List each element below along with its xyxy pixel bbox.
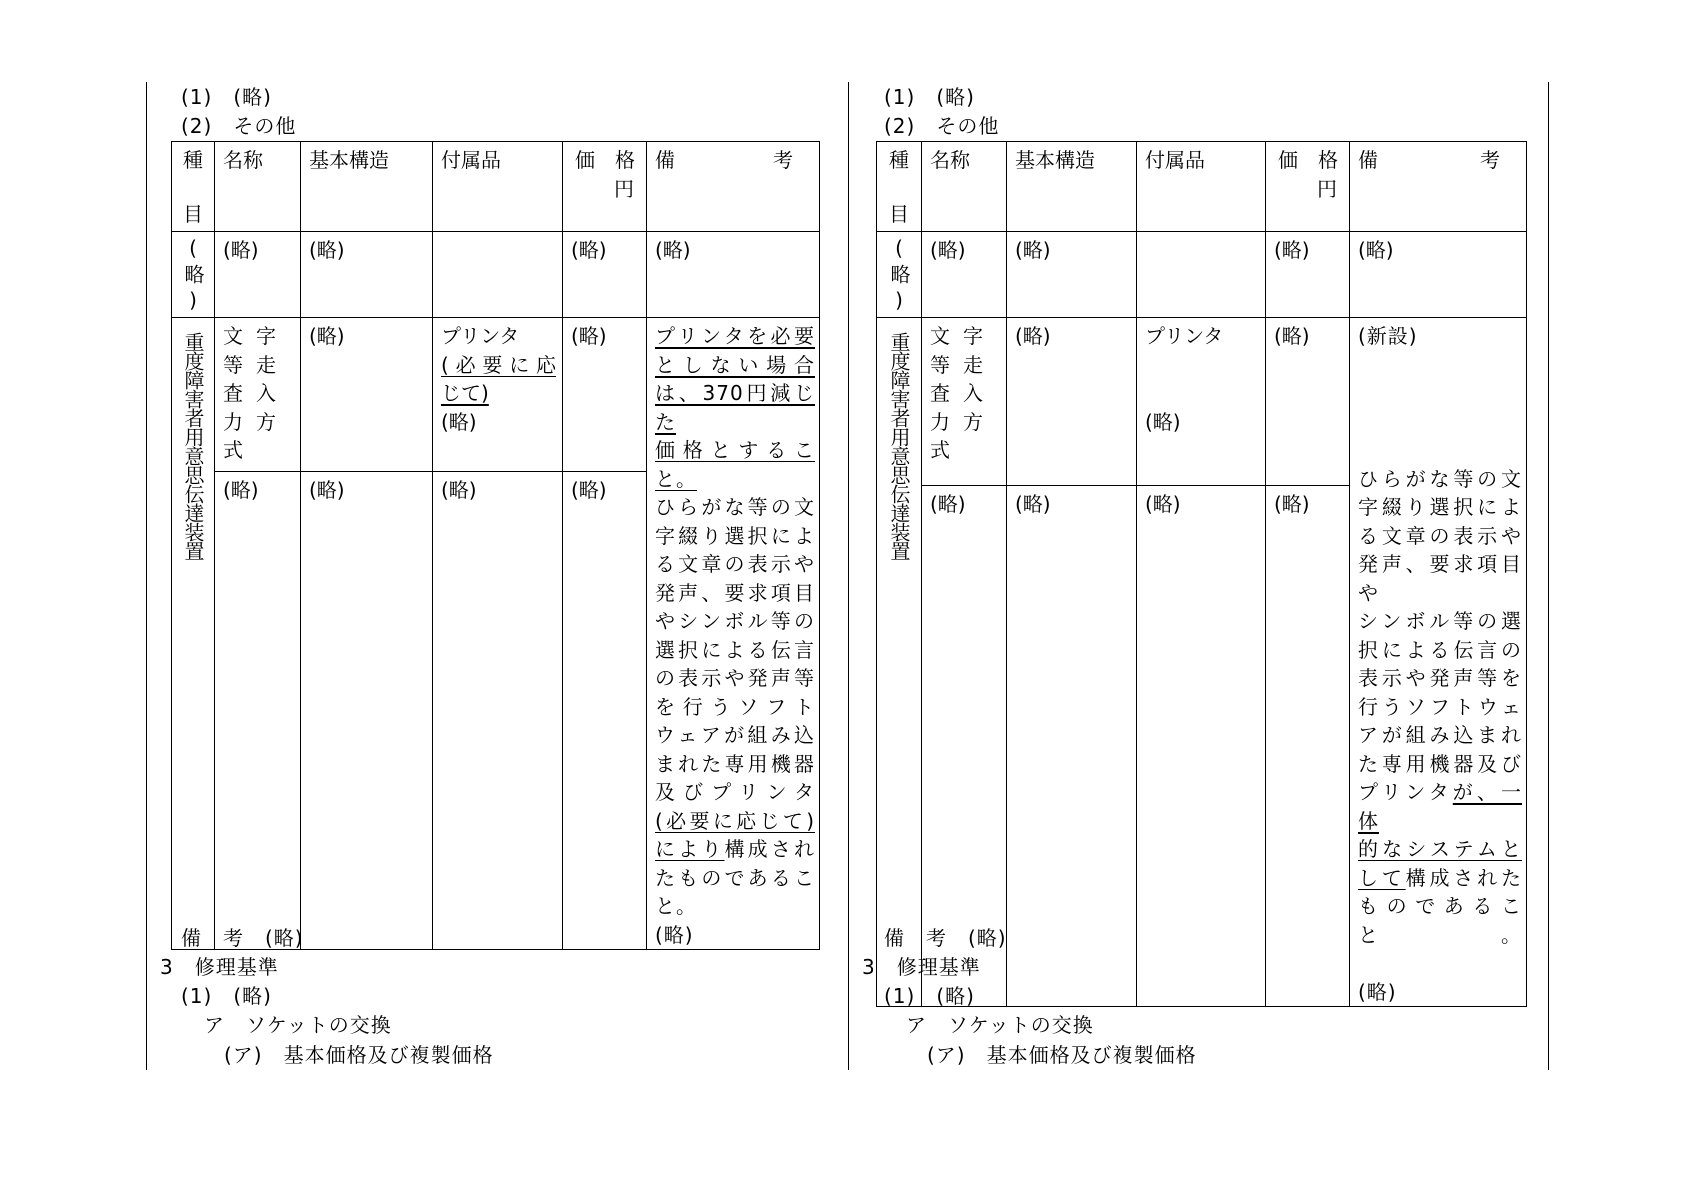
device-kind-text: 重度障害者用意思伝達装置 (887, 332, 911, 560)
device-kind-cell (877, 318, 922, 1007)
row-scan-structure: (略) (301, 318, 433, 472)
remarks-line: プリンタを必要 (655, 324, 815, 348)
header-structure: 基本構造 (301, 142, 433, 232)
header-kind-bottom: 目 (889, 201, 909, 226)
remarks-line: ひらがな等の文 (1358, 466, 1522, 491)
name-char-grid (930, 322, 996, 465)
row-omitted-name: (略) (922, 232, 1007, 318)
header-structure: 基本構造 (1007, 142, 1137, 232)
remarks-line: たものであるこ (655, 865, 815, 890)
remarks-line: シンボル等の選 (1358, 609, 1522, 633)
header-kind-top: 種 (183, 148, 203, 172)
header-kind (877, 142, 922, 232)
name-char: 査 (930, 381, 950, 405)
name-char: 字 (963, 324, 983, 348)
header-price-label: 価 格 (575, 148, 635, 172)
row-scan-price: (略) (563, 318, 647, 472)
remarks-line: る文章の表示や (1358, 523, 1522, 548)
row-omitted-structure: (略) (1007, 232, 1137, 318)
row-scan-price: (略) (1266, 318, 1350, 486)
device-kind-text: 重度障害者用意思伝達装置 (181, 332, 205, 560)
left-section-3-a-i: (ア) 基本価格及び複製価格 (224, 1043, 494, 1067)
left-heading-2: (2) その他 (181, 114, 297, 138)
row-other-accessories: (略) (1137, 485, 1266, 1006)
remarks-line: ものであること。 (1358, 894, 1522, 947)
name-char: 力 (223, 409, 243, 434)
header-price-unit: 円 (1317, 176, 1337, 201)
name-char: 走 (256, 352, 276, 377)
row-scan-accessories (1137, 318, 1266, 486)
remarks-line: る文章の表示や (655, 552, 815, 576)
right-margin-line (1548, 82, 1549, 1070)
remarks-line: 行うソフトウェ (1358, 694, 1522, 719)
remarks-line: 表示や発声等を (1358, 666, 1522, 690)
row-omitted-remarks: (略) (1350, 232, 1527, 318)
remarks-line: と。 (655, 894, 697, 918)
left-section-3: 3 修理基準 (160, 955, 279, 979)
left-section-3-a: ア ソケットの交換 (204, 1013, 392, 1037)
header-remarks-b: 考 (1480, 148, 1500, 172)
remarks-line: としない場合 (655, 352, 815, 377)
remarks-line: して構成された (1358, 865, 1523, 890)
remarks-line: (略) (1358, 979, 1397, 1004)
remarks-line: た専用機器及び (1358, 751, 1522, 776)
name-char: 等 (930, 352, 950, 377)
row-other-price: (略) (1266, 485, 1350, 1006)
remarks-line: 発声、要求項目や (1358, 552, 1522, 605)
row-other-accessories: (略) (433, 471, 563, 949)
name-char: 査 (223, 381, 243, 405)
left-table (171, 141, 820, 950)
remarks-cell (647, 318, 820, 950)
remarks-line: と。 (655, 466, 697, 491)
accessory-omitted: (略) (441, 409, 477, 434)
row-other-name: (略) (215, 471, 301, 949)
remarks-line: やシンボル等の (655, 609, 815, 633)
remarks-line (1358, 949, 1522, 978)
device-kind-cell (172, 318, 215, 950)
header-accessories: 付属品 (1137, 142, 1266, 232)
row-scan-structure: (略) (1007, 318, 1137, 486)
name-char: 文 (930, 324, 950, 348)
accessory-printer: プリンタ (441, 324, 520, 348)
name-char: 式 (223, 438, 243, 462)
name-char-grid (223, 322, 289, 465)
name-char: 字 (256, 324, 276, 348)
right-heading-2: (2) その他 (884, 114, 1000, 138)
header-kind-bottom: 目 (183, 201, 203, 226)
row-omitted-structure: (略) (301, 232, 433, 318)
remarks-line: により構成され (655, 837, 815, 861)
header-remarks-a: 備 (1358, 148, 1378, 172)
row-omitted-price: (略) (1266, 232, 1350, 318)
remarks-new-label: (新設) (1358, 324, 1418, 348)
row-other-price: (略) (563, 471, 647, 949)
remarks-cell (1350, 318, 1527, 1007)
table-row-scan-input (172, 318, 820, 472)
left-heading-1: (1) (略) (181, 85, 272, 109)
header-price (1266, 142, 1350, 232)
row-other-structure: (略) (301, 471, 433, 949)
right-section-3: 3 修理基準 (862, 955, 981, 979)
row-other-name: (略) (922, 485, 1007, 1006)
header-kind (172, 142, 215, 232)
name-char: 走 (963, 352, 983, 377)
name-char: 入 (256, 381, 276, 405)
remarks-line: 字綴り選択によ (1358, 495, 1522, 519)
row-omitted-name: (略) (215, 232, 301, 318)
remarks-line: ひらがな等の文 (655, 495, 815, 519)
accessory-note-2: じて) (441, 381, 489, 405)
row-omitted-remarks: (略) (647, 232, 820, 318)
table-row-omitted (877, 232, 1527, 318)
remarks-line: 価格とするこ (655, 438, 815, 462)
row-omitted-kind-text: (略) (887, 236, 911, 316)
name-char: 力 (930, 409, 950, 434)
right-section-3-1: (1) (略) (884, 984, 975, 1008)
header-remarks (1350, 142, 1527, 232)
remarks-line: ウェアが組み込 (655, 723, 815, 747)
header-name: 名称 (922, 142, 1007, 232)
row-omitted-kind-text: (略) (181, 236, 205, 316)
header-remarks (647, 142, 820, 232)
right-section-3-a: ア ソケットの交換 (906, 1013, 1094, 1037)
remarks-line: を行うソフト (655, 694, 815, 719)
table-row-omitted (172, 232, 820, 318)
header-accessories: 付属品 (433, 142, 563, 232)
row-scan-accessories (433, 318, 563, 472)
left-table-note: 備 考 (略) (181, 926, 304, 950)
row-omitted-price: (略) (563, 232, 647, 318)
header-price-label: 価 格 (1278, 148, 1338, 172)
remarks-line: 選択による伝言 (655, 637, 815, 662)
right-section-3-a-i: (ア) 基本価格及び複製価格 (927, 1043, 1197, 1067)
left-margin-line (146, 82, 147, 1070)
header-remarks-a: 備 (655, 148, 675, 172)
remarks-line: プリンタが、一体 (1358, 780, 1522, 833)
right-table-note: 備 考 (略) (884, 926, 1007, 950)
name-char: 入 (963, 381, 983, 405)
name-char: 文 (223, 324, 243, 348)
table-header-row (172, 142, 820, 232)
remarks-line: は、370円減じた (655, 381, 815, 434)
header-name: 名称 (215, 142, 301, 232)
remarks-line: まれた専用機器 (655, 751, 815, 776)
header-kind-top: 種 (889, 148, 909, 172)
table-header-row (877, 142, 1527, 232)
name-char: 方 (256, 409, 276, 434)
row-omitted-kind (877, 232, 922, 318)
right-table (876, 141, 1527, 1007)
remarks-line: (必要に応じて) (655, 808, 815, 833)
row-scan-name (215, 318, 301, 472)
header-remarks-b: 考 (773, 148, 793, 172)
remarks-line: 択による伝言の (1358, 637, 1522, 662)
row-other-structure: (略) (1007, 485, 1137, 1006)
accessory-printer: プリンタ (1145, 324, 1224, 348)
remarks-line: の表示や発声等 (655, 666, 815, 690)
remarks-line: 字綴り選択によ (655, 523, 815, 548)
header-price-unit: 円 (614, 176, 634, 201)
name-char: 等 (223, 352, 243, 377)
name-char: 方 (963, 409, 983, 434)
header-price (563, 142, 647, 232)
row-omitted-accessories (1137, 232, 1266, 318)
row-omitted-kind (172, 232, 215, 318)
accessory-note-1: (必要に応 (441, 352, 556, 377)
remarks-line: (略) (655, 922, 694, 947)
remarks-line: 発声、要求項目 (655, 580, 815, 605)
row-omitted-accessories (433, 232, 563, 318)
remarks-line: 及びプリンタ (655, 780, 815, 804)
remarks-line: 的なシステムと (1358, 837, 1522, 861)
right-heading-1: (1) (略) (884, 85, 975, 109)
table-row-scan-input (877, 318, 1527, 486)
remarks-line: アが組み込まれ (1358, 723, 1522, 747)
center-divider-line (848, 82, 849, 1070)
accessory-omitted: (略) (1145, 409, 1181, 434)
name-char: 式 (930, 438, 950, 462)
left-section-3-1: (1) (略) (181, 984, 272, 1008)
row-scan-name (922, 318, 1007, 486)
